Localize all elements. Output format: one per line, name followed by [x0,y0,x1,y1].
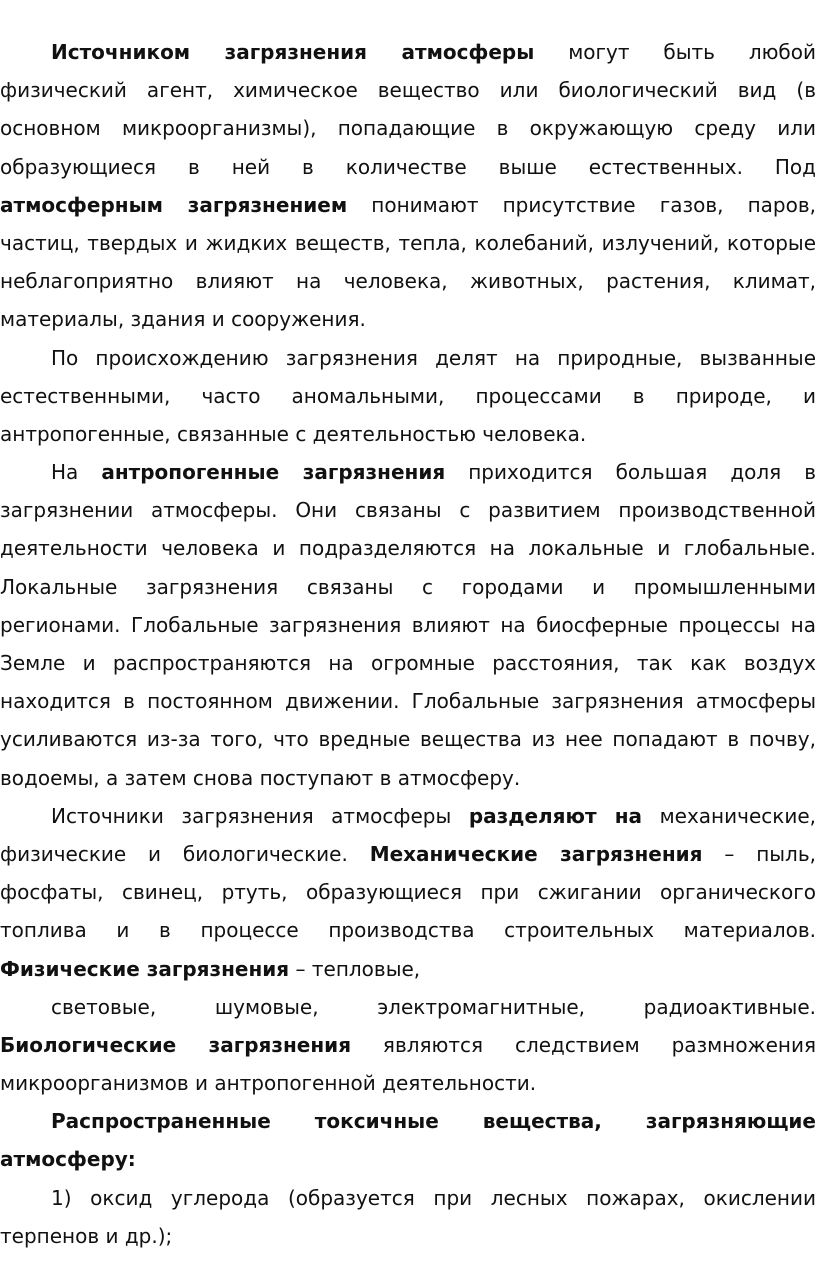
paragraph-line: микроорганизмов и антропогенной деятельности. [0,1071,537,1096]
text-run: – пыль, [702,841,816,866]
bold-term: Механические загрязнения [369,841,703,866]
bold-term: антропогенные загрязнения [101,460,446,485]
text-run: механические, [642,803,816,828]
text-run: понимают присутствие газов, паров, [347,192,816,217]
section-heading: атмосферу: [0,1147,136,1172]
text-run: На [51,460,102,485]
paragraph-line [0,453,816,491]
paragraph-line: находится в постоянном движении. Глобальные загрязнения атмосферы [0,689,816,714]
paragraph-line: терпенов и др.); [0,1223,173,1248]
paragraph-line: образующиеся в ней в количестве выше естественных. Под [0,154,816,179]
text-run: оксид углерода (образуется при лесных пожарах, окислении [71,1185,816,1210]
paragraph-line: Локальные загрязнения связаны с городами и промышленными [0,574,816,599]
paragraph-line: водоемы, а затем снова поступают в атмосферу. [0,765,521,790]
paragraph-line: световые, шумовые, электромагнитные, радиоактивные. [51,994,816,1019]
bold-term: Источником загрязнения атмосферы [51,40,535,64]
paragraph-line: Земле и распространяются на огромные расстояния, так как воздух [0,651,816,675]
bold-term: Биологические загрязнения [0,1032,352,1057]
text-run: Источники загрязнения атмосферы [51,803,469,828]
paragraph-line: антропогенные, связанные с деятельностью человека. [0,421,587,446]
paragraph-line: неблагоприятно влияют на человека, животных, растения, климат, [0,269,816,294]
paragraph-line: частиц, твердых и жидких веществ, тепла, колебаний, излучений, которые [0,230,816,255]
bold-term: атмосферным загрязнением [0,192,348,217]
section-heading: Распространенные токсичные вещества, загрязняющие [51,1109,816,1134]
paragraph-line: регионами. Глобальные загрязнения влияют на биосферные процессы на [0,612,816,637]
paragraph-line: естественными, часто аномальными, процессами в природе, и [0,383,816,408]
paragraph-line: деятельности человека и подразделяются на локальные и глобальные. [0,536,816,561]
bold-term: Физические загрязнения [0,956,290,981]
paragraph-line [0,797,816,835]
text-run: могут быть любой [534,40,816,64]
paragraph-line: физический агент, химическое вещество или биологический вид (в [0,78,816,103]
paragraph-line: основном микроорганизмы), попадающие в окружающую среду или [0,116,816,141]
paragraph-line: усиливаются из-за того, что вредные вещества из нее попадают в почву, [0,727,816,752]
list-number: 1) [51,1185,72,1210]
paragraph-line: По происхождению загрязнения делят на природные, вызванные [51,345,816,370]
paragraph-line: топлива и в процессе производства строительных материалов. [0,918,816,943]
paragraph-line: материалы, здания и сооружения. [0,307,366,332]
paragraph-line [0,835,816,873]
text-run: приходится большая доля в [445,460,816,485]
text-run: – тепловые, [289,956,421,981]
paragraph-line [0,950,816,988]
paragraph-line [0,33,816,71]
text-run: физические и биологические. [0,841,370,866]
list-item [0,1179,816,1217]
paragraph-line [0,1026,816,1064]
paragraph-line: фосфаты, свинец, ртуть, образующиеся при сжигании органического [0,880,816,905]
paragraph-line [0,186,816,224]
bold-term: разделяют на [468,803,643,828]
paragraph-line: загрязнении атмосферы. Они связаны с развитием производственной [0,498,816,523]
text-run: являются следствием размножения [351,1032,816,1057]
